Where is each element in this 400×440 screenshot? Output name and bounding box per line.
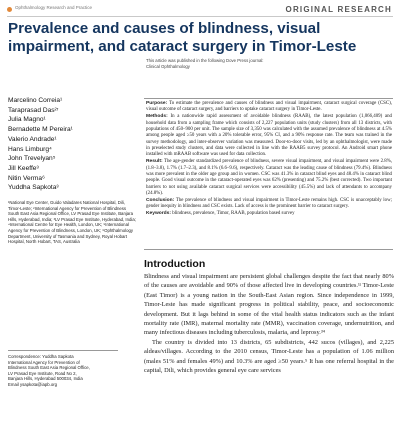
author-list	[8, 96, 136, 193]
publication-note: This article was published in the following Dove Press journal:	[146, 58, 264, 63]
introduction-paragraph: Blindness and visual impairment are persistent global challenges despite the fact that nearly 80% of the causes are avoidable and 90% of those affected live in developing countries.¹ʲ Timor-Leste (East Timor) is a young nation in the South-East Asian region. Since independence in 1999, Timor-Leste has made significant progress in political stability, peace, and socioeconomic development. But it lags behind in some of the vital health status indicators such as the infant mortality rate (IMR), maternal mortality rate (MMR), vaccination coverage, undernutrition, and many infectious diseases including tuberculosis, malaria, and leprosy.³⁴	[144, 273, 394, 337]
author-name: Yuddha Sapkota³	[8, 184, 59, 192]
section-label: ORIGINAL RESEARCH	[285, 5, 392, 14]
abstract-result-text: The age-gender standardized prevalence of blindness, severe visual impairment, and visual impairment were 2.8%, (1.8–3.8), 1.7% (1.7–2.3), and 8.1% (6.6–9.6), respectively. Cataract was the leading cause of blindness (79.4%). Blindness was more prevalent in the older age group and in women. CSC was 41.3% in cataract blind eyes and 48.4% in cataract blind people. Good visual outcome in the cataract-operated eyes was 62% (presenting) and 75.2% (best corrected). Two important barriers to not using available cataract surgical services were accessibility (45.5%) and lack of attendants to accompany (24.8%).	[146, 159, 392, 196]
abstract-conclusion-text: The prevalence of blindness and visual impairment in Timor-Leste remains high. CSC is unacceptably low; gender inequity in blindness and CSC exists. Lack of access is the prominent barrier to cataract surgery.	[146, 197, 392, 210]
correspondence-line: Correspondence: Yuddha Sapkota	[8, 354, 74, 359]
introduction-heading: Introduction	[144, 258, 206, 270]
abstract-keywords-label: Keywords:	[146, 211, 172, 217]
abstract-keywords-text: blindness, prevalence, Timor, RAAB, population based survey	[172, 211, 295, 217]
correspondence-divider	[8, 350, 118, 351]
author-name: Valerio Andrade¹	[8, 135, 57, 143]
introduction-paragraph: The country is divided into 13 districts, 65 subdistricts, 442 sucos (villages), and 2,225 aldeas/villages. According to the 2010 census, Timor-Leste has a population of 1.06 million (males 51% and females 49%) and 10.3% are aged ≥50 years.⁵ It has one referral hospital in the capital, Dili, which provides general eye care services	[144, 338, 394, 375]
author-name: John Trevelyan⁵	[8, 155, 56, 163]
header-divider	[7, 16, 393, 17]
abstract-result	[146, 159, 392, 197]
abstract-methods-text: In a nationwide rapid assessment of avoidable blindness (RAAB), the latest population (1,066,409) and household data from a sampling frame which consists of 2,227 population units (study clusters) from all 13 districts, with populations of 450–900 per unit. The sample size of 3,350 was calculated with the assumed prevalence of blindness at 4.5% among people aged ≥50 years with a 20% tolerable error, 95% CI, and a 90% response rate. The team was trained in the survey methodology, and inter-observer variation was measured. Door-to-door visits, led by an ophthalmologist, were made in preselected study clusters, and data were collected in line with the RAAB5 survey protocol. An Android smart phone installed with mRAAB software was used for data collection.	[146, 114, 392, 158]
author-name: Hans Limburg⁴	[8, 145, 52, 153]
correspondence-line: International Agency for Prevention of	[8, 359, 80, 365]
author-affiliations: ¹National Eye Center, Guido Valadares National Hospital, Dili, Timor-Leste; ²International Agency for Prevention of Blindness South East Asia Regional Office, LV Prasad Eye Institute, Banjara Hills, Hyderabad, India; ³LV Prasad Eye Institute, Hyderabad, India; ⁴International Centre for Eye Health, London, UK; ⁵International Agency for Prevention of Blindness, London, UK; ⁶Ophthalmology Department, University of Tasmania and Sydney, Royal Hobart Hospital, North Hobart, TAS, Australia	[8, 200, 136, 245]
correspondence-line: Blindness South East Asia Regional Office,	[8, 365, 90, 370]
author-name: Jill Keeffe³	[8, 164, 39, 172]
correspondence-email[interactable]: Email ysapkota@iapb.org	[8, 381, 58, 387]
abstract-keywords	[146, 211, 392, 217]
abstract-result-label: Result:	[146, 159, 163, 165]
abstract-purpose-label: Purpose:	[146, 101, 168, 106]
abstract-purpose-text: To estimate the prevalence and causes of blindness and visual impairment, cataract surgical coverage (CSC), visual outcome of cataract surgery, and barriers to uptake cataract surgery in Timor-Leste.	[146, 101, 392, 113]
abstract-purpose	[146, 101, 392, 114]
journal-name: Ophthalmology Research and Practice	[15, 5, 93, 10]
correspondence-block	[8, 354, 138, 387]
author-name: Marcelino Correia¹	[8, 97, 63, 104]
author-name: Nitin Verma⁶	[8, 174, 45, 182]
title-line-2: impairment, and cataract surgery in Timor-Leste	[8, 37, 357, 55]
paper-title	[8, 20, 394, 55]
journal-reference: Clinical Ophthalmology	[146, 64, 190, 69]
introduction-body	[144, 272, 394, 375]
abstract-conclusion-label: Conclusion:	[146, 197, 175, 203]
journal-logo-icon	[7, 7, 12, 12]
correspondence-line: LV Prasad Eye Institute, Road No 2,	[8, 370, 77, 376]
author-name: Taraprasad Das²ʳ	[8, 106, 59, 114]
abstract-methods-label: Methods:	[146, 114, 168, 120]
abstract	[146, 101, 392, 218]
title-line-1: Prevalence and causes of blindness, visual	[8, 20, 321, 37]
abstract-methods	[146, 114, 392, 158]
correspondence-line: Banjara Hills, Hyderabad 500034, India	[8, 376, 83, 381]
abstract-conclusion	[146, 198, 392, 211]
author-name: Julia Magno¹	[8, 116, 46, 124]
author-name: Bernadette M Pereira¹	[8, 126, 73, 134]
